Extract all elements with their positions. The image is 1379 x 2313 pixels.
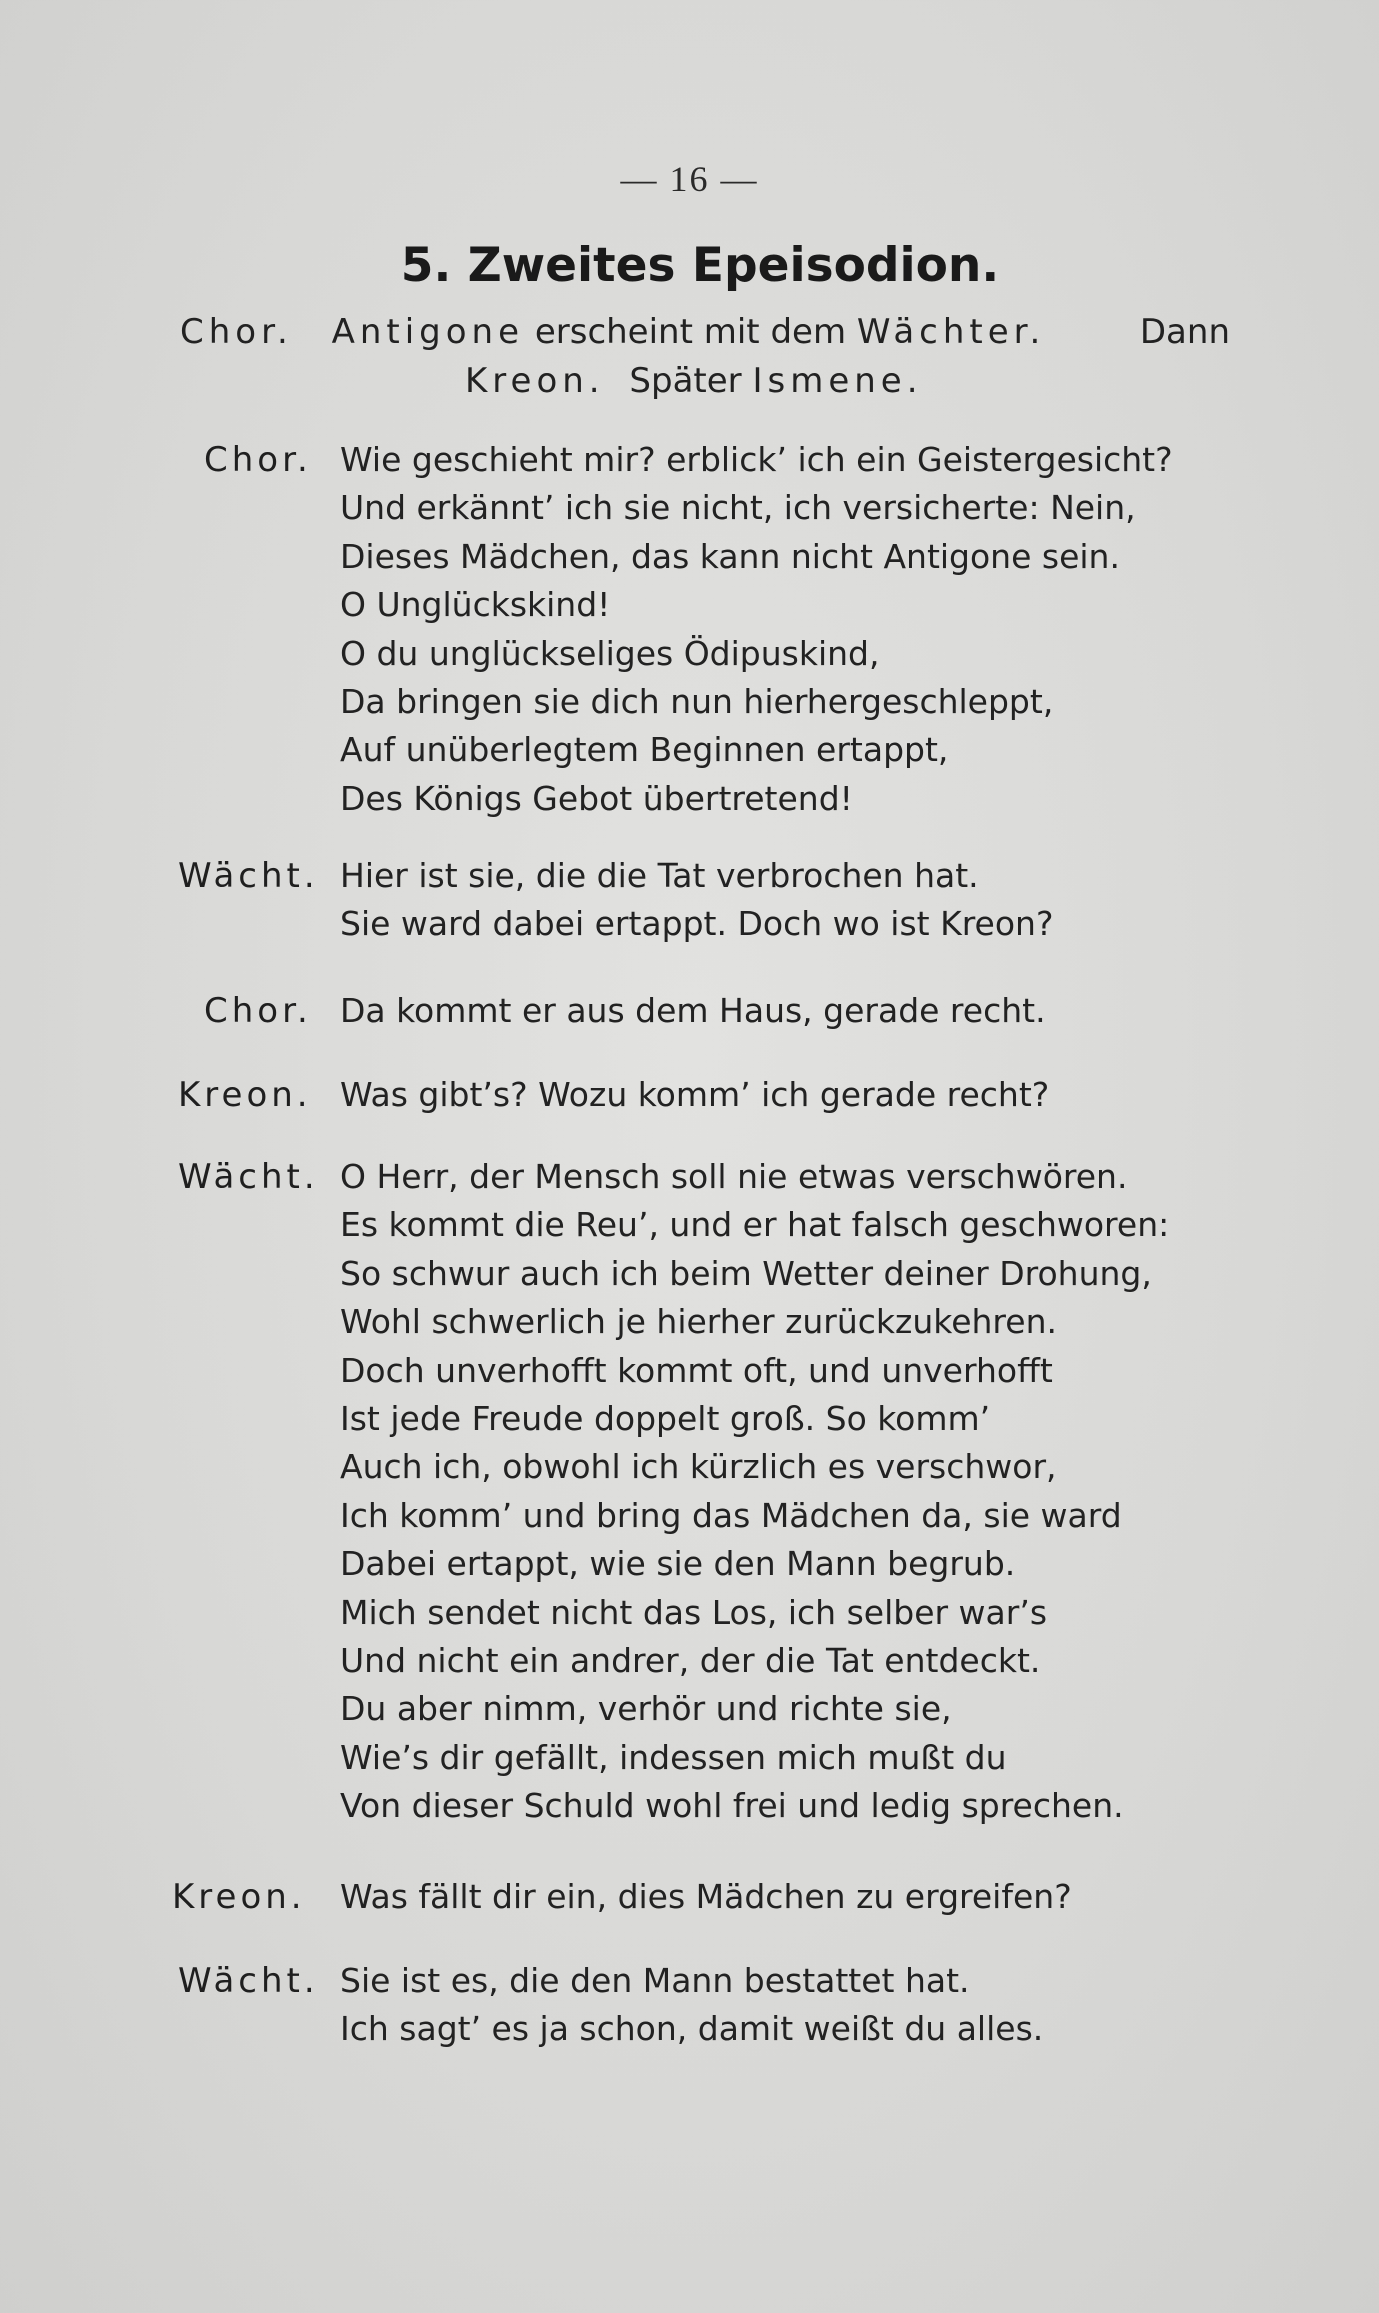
verse-line: O Unglückskind! [340, 585, 611, 625]
verse-line: Und nicht ein andrer, der die Tat entdeckt. [340, 1641, 1041, 1681]
speaker-label: Kreon. [178, 1075, 312, 1115]
stage-name-ismene: Ismene. [752, 361, 923, 401]
verse-line: Doch unverhofft kommt oft, und unverhofft [340, 1350, 1053, 1390]
page-number: — 16 — [620, 159, 759, 199]
verse-line: Des Königs Gebot übertretend! [340, 778, 853, 818]
verse-line: Dieses Mädchen, das kann nicht Antigone sein. [340, 536, 1120, 576]
verse-lines [340, 987, 1160, 1035]
verse-line: Was gibt’s? Wozu komm’ ich gerade recht? [340, 1075, 1050, 1114]
verse-line: Hier ist sie, die die Tat verbrochen hat. [340, 856, 979, 895]
section-title: 5. Zweites Epeisodion. [400, 238, 1000, 293]
verse-lines [340, 1153, 1170, 1831]
verse-line: Sie ward dabei ertappt. Doch wo ist Kreon? [340, 904, 1054, 944]
verse-line: Auch ich, obwohl ich kürzlich es verschwor, [340, 1447, 1057, 1487]
stage-spaeter: Später [629, 361, 742, 401]
stage-direction [180, 308, 1230, 406]
speaker-label: Chor. [204, 440, 312, 480]
verse-line: Mich sendet nicht das Los, ich selber war’s [340, 1592, 1048, 1632]
verse-line: O du unglückseliges Ödipuskind, [340, 633, 880, 673]
verse-line: Ich komm’ und bring das Mädchen da, sie ward [340, 1495, 1122, 1535]
stage-name-waechter: Wächter. [856, 312, 1046, 352]
speaker-label: Wächt. [178, 856, 319, 896]
verse-lines [340, 1071, 1160, 1119]
verse-line: Da kommt er aus dem Haus, gerade recht. [340, 991, 1046, 1030]
verse-line: O Herr, der Mensch soll nie etwas verschwören. [340, 1157, 1128, 1196]
stage-text: erscheint mit dem [534, 312, 847, 352]
verse-line: Da bringen sie dich nun hierhergeschleppt, [340, 682, 1054, 722]
stage-name-antigone: Antigone [331, 312, 525, 352]
speaker-label: Wächt. [178, 1961, 319, 2001]
verse-line: Dabei ertappt, wie sie den Mann begrub. [340, 1544, 1016, 1584]
stage-speaker: Chor. [180, 312, 293, 352]
verse-lines [340, 1873, 1160, 1921]
verse-line: Du aber nimm, verhör und richte sie, [340, 1689, 952, 1729]
verse-lines [340, 436, 1173, 823]
speaker-label: Wächt. [178, 1157, 319, 1197]
verse-line: Wie geschieht mir? erblick’ ich ein Geistergesicht? [340, 440, 1173, 479]
verse-line: Wie’s dir gefällt, indessen mich mußt du [340, 1737, 1007, 1777]
stage-dann: Dann [1139, 312, 1230, 352]
verse-lines [340, 852, 1160, 949]
speaker-label: Kreon. [172, 1877, 306, 1917]
speaker-label: Chor. [204, 991, 312, 1031]
verse-line: Ich sagt’ es ja schon, damit weißt du alles. [340, 2009, 1044, 2049]
verse-lines [340, 1957, 1160, 2054]
verse-line: Was fällt dir ein, dies Mädchen zu ergreifen? [340, 1877, 1072, 1916]
stage-name-kreon: Kreon. [465, 361, 605, 401]
verse-line: So schwur auch ich beim Wetter deiner Drohung, [340, 1253, 1152, 1293]
verse-line: Auf unüberlegtem Beginnen ertappt, [340, 730, 949, 770]
verse-line: Wohl schwerlich je hierher zurückzukehren. [340, 1302, 1057, 1342]
verse-line: Es kommt die Reu’, und er hat falsch geschworen: [340, 1205, 1170, 1245]
verse-line: Sie ist es, die den Mann bestattet hat. [340, 1961, 970, 2000]
verse-line: Und erkännt’ ich sie nicht, ich versicherte: Nein, [340, 488, 1136, 528]
verse-line: Ist jede Freude doppelt groß. So komm’ [340, 1399, 991, 1439]
verse-line: Von dieser Schuld wohl frei und ledig sprechen. [340, 1786, 1124, 1826]
